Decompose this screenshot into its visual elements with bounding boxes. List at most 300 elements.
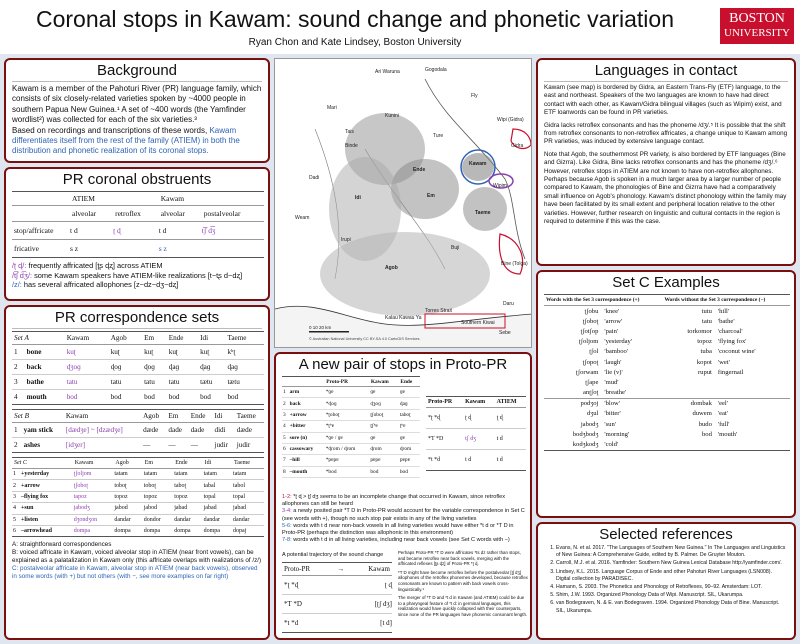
proto-cell: *bod	[325, 468, 337, 475]
examples-cell: tuba	[700, 348, 712, 356]
set-c-cell: tabal	[203, 482, 216, 489]
examples-row	[544, 367, 790, 377]
examples-cell: topoz	[697, 338, 712, 346]
summary-cell: *T *D	[428, 436, 444, 442]
map-label: Sebe	[499, 330, 511, 336]
obstruents-col: alveolar	[160, 209, 185, 218]
obstruents-note-sym: /ʈ ɖ/:	[12, 261, 27, 270]
set-b-row	[12, 423, 264, 438]
proto-row	[282, 409, 420, 420]
examples-cell: fingernail	[717, 368, 744, 376]
proto-cell: ɖrom	[370, 446, 382, 453]
proto-header	[289, 377, 325, 387]
proto-cell: ɖaɡ	[399, 400, 408, 407]
set-a-row	[12, 390, 264, 405]
set-c-cell: toboʈ	[143, 482, 157, 489]
np-note: a newly posited pair *T D in Proto-PR would account for the variable correspondence in Set C (see words with +), though no such stop pair exists in any of the living varieties	[282, 508, 525, 522]
set-c-cell: topoz	[143, 493, 158, 500]
examples-row	[544, 306, 790, 317]
background-heading: Background	[96, 62, 178, 79]
examples-cell: ʈʃobu	[584, 307, 599, 315]
examples-cell: 'sun'	[604, 420, 616, 428]
set-c-cell: jabod	[114, 505, 128, 512]
proto-cell: back	[289, 400, 301, 407]
map-label: Ari Waruna	[375, 69, 400, 75]
set-c-cell: ʈʃoljom	[73, 471, 92, 478]
set-a-cell: 4	[14, 393, 18, 401]
proto-cell: *ɡɐ / ɡɐ	[325, 434, 343, 441]
set-a-cell: bod	[66, 393, 78, 401]
proto-cell: *ɡɐ	[325, 389, 334, 396]
proto-row	[282, 387, 420, 398]
set-c-cell: +sun	[21, 505, 34, 512]
set-a-header: Kawam	[66, 334, 90, 342]
proto-cell: 2	[283, 400, 286, 407]
proto-cell: 7	[283, 457, 286, 464]
examples-cell: 'laugh'	[604, 358, 622, 366]
map-label: Gidra	[511, 143, 524, 149]
set-c-cell: –flying fox	[21, 493, 49, 500]
set-a-cell: bod	[110, 393, 122, 401]
background-panel	[4, 58, 270, 163]
set-c-cell: +listen	[21, 516, 39, 523]
obstruents-cell: t d	[70, 226, 78, 235]
legend-text: postalveolar affricate in Kawam, alveolar stop in ATIEM (near back vowels), observed in some words (with +) but not others (with −, see more examples on far right)	[12, 565, 258, 581]
proto-header: Kawam	[370, 378, 389, 385]
examples-cell: budo	[698, 420, 712, 428]
obstruents-row-label: stop/affricate	[14, 226, 54, 235]
summary-row	[426, 429, 526, 450]
examples-cell: dombak	[690, 400, 712, 408]
examples-cell: bodʒbodʒ	[572, 430, 599, 438]
trajectory-col2: Kawam	[368, 565, 390, 573]
set-b-cell: dade	[168, 426, 182, 434]
set-a-row	[12, 360, 264, 375]
new-pair-notes	[276, 494, 532, 544]
set-c-cell: dandar	[174, 516, 191, 523]
set-b-header: Idi	[214, 412, 223, 420]
set-c-cell: topoz	[174, 493, 188, 500]
proto-cell: ʈʃoboʈ	[370, 411, 384, 418]
set-b-cell: judir	[214, 441, 229, 449]
examples-cell: ʈʃorwam	[576, 368, 599, 376]
side-note: Perhaps Proto-PR *T D were affricates *ts dz rather than stops, and became retroflex near back vowels, merging with the affricated reflexes [ʈʂ ɖʐ] of Proto-PR *ʈ ɖ.	[398, 550, 521, 567]
np-note: words with t d in all living varieties, including near back vowels (see Set C words with −)	[291, 537, 510, 544]
set-a-cell: bathe	[26, 378, 44, 386]
trajectory-caption: A potential trajectory of the sound change	[282, 552, 384, 558]
proto-cell: 8	[283, 468, 286, 475]
set-a-header: Set A	[14, 334, 29, 342]
np-note-sym: 1-2:	[282, 494, 292, 500]
proto-cell: 3	[283, 411, 286, 418]
proto-cell: ɖrom	[399, 446, 412, 453]
reference-item: 5. Shim, J.W. 1993. Organized Phonology Data of Wipi. Manuscript. SIL, Ukarumpa.	[556, 592, 786, 599]
examples-row	[544, 357, 790, 367]
set-c-cell: dandar	[114, 516, 131, 523]
examples-cell: anʈʃoʈ	[583, 389, 599, 397]
set-b-table	[12, 409, 264, 453]
set-c-cell: dompa	[143, 528, 161, 535]
legend-text: voiced affricate in Kawam, voiced alveolar stop in ATIEM (near front vowels), can be explained as a palatalization in Kawam only (this affricate overlaps with realizations of /z/)	[12, 549, 262, 565]
set-c-cell: 3	[13, 493, 16, 500]
map-label: Ende	[413, 167, 426, 173]
region-agob	[320, 232, 490, 316]
set-b-cell: —	[168, 441, 176, 449]
obstruents-note: frequently affricated [ʈʂ ɖʐ] across ATIEM	[26, 261, 163, 270]
set-b-cell: dade	[190, 426, 205, 434]
traj-cell: [t d]	[380, 619, 392, 627]
map-label: Daru	[503, 301, 514, 307]
set-a-cell: kʰʈ	[227, 348, 236, 356]
examples-cell: 'flying fox'	[717, 338, 747, 346]
set-b-cell: dæde	[143, 426, 159, 434]
set-c-cell: dompa	[203, 528, 220, 535]
set-a-cell: kuʈ	[200, 348, 210, 356]
obstruents-group-kawam: Kawam	[160, 194, 185, 203]
set-b-cell: —	[143, 441, 151, 449]
proto-cell: *ʈoboʈ	[325, 411, 340, 418]
summary-header: Proto-PR	[428, 399, 453, 405]
examples-cell: ruput	[697, 368, 712, 376]
set-b-cell: ashes	[23, 441, 40, 449]
summary-cell: t d	[465, 457, 472, 463]
region-kawam	[462, 153, 494, 181]
examples-cell: 'eat'	[717, 410, 728, 418]
proto-cell: ʈʃʰɐ	[370, 423, 378, 430]
summary-cell: *ʈ *ɖ	[428, 415, 441, 421]
proto-cell: 4	[283, 423, 286, 430]
examples-row	[544, 429, 790, 439]
examples-cell: 'wet'	[717, 358, 730, 366]
summary-cell: ʈ ɖ	[465, 415, 472, 421]
examples-cell	[662, 377, 714, 387]
map-label: Irupi	[341, 237, 351, 243]
map-label: Binde	[345, 143, 358, 149]
logo-line2: UNIVERSITY	[724, 27, 790, 39]
proto-summary-table	[426, 396, 526, 471]
np-note: words with t d near non-back vowels in all living varieties would have either *t d or *T D in Proto-PR (perhaps the distinction was allophonic in this environment)	[282, 522, 514, 537]
examples-cell: ʈʃoboʈ	[582, 317, 599, 325]
map-label: Dadi	[309, 175, 320, 181]
examples-cell	[715, 388, 790, 399]
obstruents-note: has several affricated allophones [z~dz~dʒ~dʐ]	[21, 280, 179, 289]
set-a-cell: bod	[168, 393, 180, 401]
examples-row	[544, 316, 790, 326]
region-taeme	[463, 187, 507, 231]
traj-cell: *ʈ *ɖ	[284, 581, 299, 589]
examples-cell: ʈʃape	[585, 378, 599, 386]
examples-cell: 'bathe'	[717, 317, 735, 325]
proto-cell: pɐpɐ	[370, 457, 381, 464]
contact-p1: Kawam (see map) is bordered by Gidra, an Eastern Trans-Fly (ETF) language, to the east and northeast. Speakers of the two languages are known to have had direct contact with each other, as Kawam/Gidra bilingual villages (such as Wipim) exist, and ETF loanwords can be found in PR varieties.	[544, 84, 782, 117]
map-label: Weam	[295, 215, 310, 221]
proto-cell: –mouth	[289, 468, 308, 475]
set-c-cell: jabod	[143, 505, 158, 512]
proto-cell: sore (n)	[289, 434, 308, 441]
proto-cell: +arrow	[289, 411, 307, 418]
summary-cell: *t *d	[428, 457, 441, 463]
map-label: Kalau Kawau Ya	[385, 315, 422, 321]
setc-examples-heading: Set C Examples	[612, 274, 720, 291]
set-a-cell: bod	[200, 393, 211, 401]
reference-item: 1. Evans, N. et al. 2017. "The Languages of Southern New Guinea." In The Languages and Linguistics of New Guinea: A Comprehensive Guide, edited by B. Palmer. De Gruyter Mouton.	[556, 545, 786, 559]
set-c-cell: jabad	[233, 505, 247, 512]
set-a-cell: ɖaɡ	[168, 363, 180, 371]
set-b-cell: —	[190, 441, 198, 449]
map-label: Gogodala	[425, 67, 447, 73]
examples-cell: 'full'	[717, 420, 730, 428]
set-c-header: Agob	[115, 460, 129, 466]
map-label: Em	[427, 193, 435, 199]
reference-item: 2. Carroll, M.J. et al. 2016. Yamfinder: Southern New Guinea Lexical Database http://yamfinder.com/.	[556, 560, 786, 567]
set-a-cell: tætu	[227, 378, 240, 386]
proto-cell: ɡɐ	[399, 389, 405, 396]
reference-item: 4. Hamann, S. 2003. The Phonetics and Phonology of Retroflexes, 90–92. Amsterdam: LOT.	[556, 584, 786, 591]
set-c-cell: dopaj	[233, 528, 247, 535]
logo-line1: BOSTON	[729, 11, 785, 26]
obstruents-col: postalveolar	[203, 209, 241, 218]
map-label: Kunini	[385, 113, 399, 119]
set-a-cell: kuʈ	[168, 348, 178, 356]
set-c-cell: dompa	[174, 528, 191, 535]
proto-cell: *pɐpɐ	[325, 457, 339, 464]
set-c-cell: dondor	[143, 516, 161, 523]
legend-sym: A:	[12, 541, 18, 549]
set-b-cell: dæde	[236, 426, 252, 434]
map-scale: 0 10 20 km	[309, 325, 332, 330]
set-a-cell: tatu	[168, 378, 180, 386]
setc-examples-panel	[536, 270, 796, 518]
background-p2: Based on recordings and transcriptions of these words,	[12, 125, 208, 135]
examples-cell: 'blow'	[604, 400, 620, 408]
obstruents-cell	[113, 240, 159, 258]
obstruents-group-atiem: ATIEM	[72, 194, 95, 203]
set-c-cell: +arrow	[21, 482, 40, 489]
map-label: Wipim	[493, 183, 507, 189]
map-label: Idi	[355, 195, 361, 201]
side-notes	[398, 550, 528, 618]
map-panel	[274, 58, 532, 348]
new-pair-heading: A new pair of stops in Proto-PR	[298, 356, 508, 373]
scale-bar	[309, 331, 349, 333]
set-b-header: Em	[168, 412, 179, 420]
reference-item: 3. Lindsey, K.L. 2015. Language Corpus of Ende and other Pahoturi River Languages (LSN008). Digital collection by PARADISEC.	[556, 569, 786, 583]
proto-table	[282, 376, 420, 478]
set-a-cell: mouth	[26, 393, 47, 401]
set-c-cell: 5	[13, 516, 16, 523]
examples-row	[544, 377, 790, 387]
proto-row	[282, 443, 420, 454]
proto-header: Proto-PR	[326, 378, 348, 385]
set-b-cell: yam stick	[23, 426, 53, 434]
proto-cell: ɖʒoɡ	[370, 400, 381, 407]
examples-cell	[662, 439, 714, 450]
proto-cell: ɡɐ	[399, 434, 405, 441]
proto-row	[282, 398, 420, 409]
examples-cell: ʈʃol	[589, 348, 599, 356]
setc-examples-table	[544, 294, 790, 451]
examples-cell: tatu	[701, 317, 712, 325]
set-c-row	[12, 491, 264, 502]
set-c-cell: 2	[13, 482, 16, 489]
proto-cell: *ʈʰɐ	[325, 423, 335, 430]
contact-panel	[536, 58, 796, 266]
map-label: Taeme	[475, 210, 491, 216]
proto-cell: 1	[283, 389, 286, 396]
map-label: Ture	[433, 133, 444, 139]
obstruents-note: some Kawam speakers have ATIEM-like realizations [t~tʂ d~dʐ]	[32, 270, 243, 280]
new-pair-panel	[274, 352, 532, 640]
obstruents-cell: t d	[158, 226, 167, 235]
set-c-cell: jabodʒ	[73, 505, 90, 512]
examples-cell: kodʒkodʒ	[572, 441, 599, 449]
obstruents-cell: s z	[158, 244, 167, 253]
examples-cell: jabodʒ	[580, 420, 599, 428]
poster-authors: Ryan Chon and Kate Lindsey, Boston University	[248, 37, 462, 48]
obstruents-cell: ʈ ɖ	[113, 226, 121, 235]
set-c-cell: tatam	[114, 471, 128, 478]
proto-cell: ʈʰɐ	[399, 423, 406, 430]
map-label: Torres Strait	[425, 308, 452, 314]
examples-cell: 'mouth'	[717, 430, 738, 438]
set-b-cell: [idʒer]	[65, 441, 86, 449]
reference-item: 6. van Bodegraven, N. & E. van Bodegraven. 1994. Organized Phonology Data of Bine. Manuscript. SIL, Ukarumpa.	[556, 600, 786, 614]
examples-row	[544, 388, 790, 399]
set-c-cell: tatam	[203, 471, 217, 478]
proto-row	[282, 432, 420, 443]
proto-row	[282, 421, 420, 432]
trajectory-table	[282, 562, 392, 633]
set-c-cell: tatam	[143, 471, 158, 478]
set-c-cell: +yesterday	[21, 471, 50, 478]
obstruents-cell: t͡ʃ d͡ʒ	[201, 226, 216, 235]
examples-cell: ʈʃoljom	[578, 338, 599, 346]
set-c-row	[12, 525, 264, 536]
proto-cell: ɡɐ	[370, 389, 376, 396]
examples-col-plus: Words with the Set 3 correspondence (+)	[546, 297, 640, 303]
set-a-cell: kuʈ	[110, 348, 120, 356]
set-b-header: Set B	[14, 412, 29, 420]
examples-cell: dʒul	[587, 410, 599, 418]
set-c-cell: 1	[13, 471, 16, 478]
map-label: Mari	[327, 105, 337, 111]
set-a-row	[12, 345, 264, 360]
map-graphic	[275, 59, 532, 348]
set-a-cell: bone	[26, 348, 42, 356]
examples-cell: 'lie (v)'	[604, 368, 623, 376]
obstruents-col: alveolar	[72, 209, 97, 218]
examples-cell: 'bamboo'	[604, 348, 629, 356]
set-b-header: Agob	[143, 412, 160, 420]
examples-row	[544, 347, 790, 357]
background-p2-highlight: Kawam differentiates itself from the rest of the family (ATIEM) in both the distribution and phonetic realization of its coronal stops.	[12, 125, 240, 156]
set-a-row	[12, 375, 264, 390]
proto-cell: bod	[399, 468, 408, 475]
side-note: *T D might have become retroflex before the postalveolar [ʈʃ dʒ] allophones of the retroflex phonemes developed, because retroflex consonants are known to pattern with back vowels cross-linguistically.⁴	[398, 569, 528, 592]
set-c-header: Ende	[175, 460, 188, 466]
set-a-cell: tætu	[200, 378, 213, 386]
set-a-cell: ɖaɡ	[227, 363, 238, 371]
references-list	[556, 545, 786, 615]
background-p1: Kawam is a member of the Pahoturi River (PR) language family, which consists of six closely-related varieties spoken by ~4000 people in southern Papua New Guinea.¹ A set of ~400 words (the Yamfinder wordlist²) was collected for each of the six varieties.³	[12, 84, 262, 125]
set-c-cell: tapoz	[73, 493, 87, 500]
proto-cell: arm	[289, 389, 300, 396]
examples-row	[544, 337, 790, 347]
set-a-cell: kuʈ	[144, 348, 154, 356]
set-b-cell: judir	[236, 441, 251, 449]
examples-row	[544, 398, 790, 409]
map-label: Agob	[385, 265, 398, 271]
legend-sym: C:	[12, 565, 19, 573]
legend-sym: B:	[12, 549, 18, 557]
contact-text	[538, 84, 794, 227]
set-a-cell: tatu	[110, 378, 122, 386]
proto-header	[282, 377, 289, 387]
traj-cell: *t *d	[284, 619, 299, 627]
map-label: Kawam	[469, 161, 487, 167]
set-c-row	[12, 514, 264, 525]
set-c-cell: toboʈ	[114, 482, 127, 489]
set-c-cell: taboʈ	[174, 482, 187, 489]
map-label: Buji	[451, 245, 460, 251]
set-c-header: Idi	[204, 460, 212, 466]
references-heading: Selected references	[599, 526, 733, 543]
examples-row	[544, 419, 790, 429]
obstruents-cell: s z	[70, 244, 79, 253]
np-note-sym: 5-6:	[282, 522, 292, 529]
set-c-row	[12, 480, 264, 491]
set-c-cell: 6	[13, 528, 16, 535]
set-a-cell: tatu	[66, 378, 78, 386]
summary-cell: t d	[496, 457, 503, 463]
obstruents-table	[12, 191, 264, 258]
map-label: Bine (Tolga)	[501, 261, 528, 267]
set-a-cell: ɖʒoɡ	[66, 363, 81, 371]
np-note-sym: 7-8:	[282, 537, 292, 544]
obstruents-heading: PR coronal obstruents	[62, 171, 212, 188]
examples-cell: 'morning'	[604, 430, 630, 438]
examples-cell: 'mud'	[604, 378, 619, 386]
traj-cell: *T *D	[284, 600, 302, 608]
set-c-cell: ʈʃoboʈ	[73, 482, 89, 489]
examples-cell: podʒoj	[580, 400, 599, 408]
summary-cell: tʃ dʒ	[465, 436, 476, 442]
set-a-cell: 2	[14, 363, 18, 371]
map-credit: © Australian National University CC BY-SA 4.0 CartoGIS Services	[309, 337, 420, 341]
set-c-cell: topal	[233, 493, 246, 500]
set-a-header: Agob	[110, 334, 127, 342]
set-a-table	[12, 331, 264, 405]
obstruents-note-sym: /z/:	[12, 280, 22, 289]
proto-cell: cassowary	[289, 446, 314, 453]
examples-cell	[715, 439, 790, 450]
proto-cell: +bitter	[289, 423, 306, 430]
map-label: Southern Kiwai	[461, 320, 495, 326]
proto-cell: –hill	[289, 457, 300, 464]
proto-cell: 5	[283, 434, 286, 441]
proto-row	[282, 455, 420, 466]
examples-cell: ʈʃotʃop	[580, 327, 599, 335]
set-a-cell: tatu	[144, 378, 155, 386]
map-label: Tais	[345, 129, 354, 135]
set-c-row	[12, 469, 264, 480]
set-c-cell: dompa	[114, 528, 131, 535]
obstruents-cell	[202, 240, 264, 258]
summary-cell: ʈ ɖ	[496, 415, 503, 421]
side-note: The merger of *T D and *t d in Kawam (and ATIEM) could be due to a pharyngeal feature of *t d: in germinal languages, this realization would have quickly collapsed with their counterparts, since none of the PR languages have phonemic consonant length.	[398, 595, 528, 617]
examples-cell: 'cold'	[604, 441, 619, 449]
np-note: *ʈ ɖ > ʈʃ dʒ seems to be an incomplete change that occurred in Kawam, since retroflex allophones can still be heard	[282, 494, 506, 508]
